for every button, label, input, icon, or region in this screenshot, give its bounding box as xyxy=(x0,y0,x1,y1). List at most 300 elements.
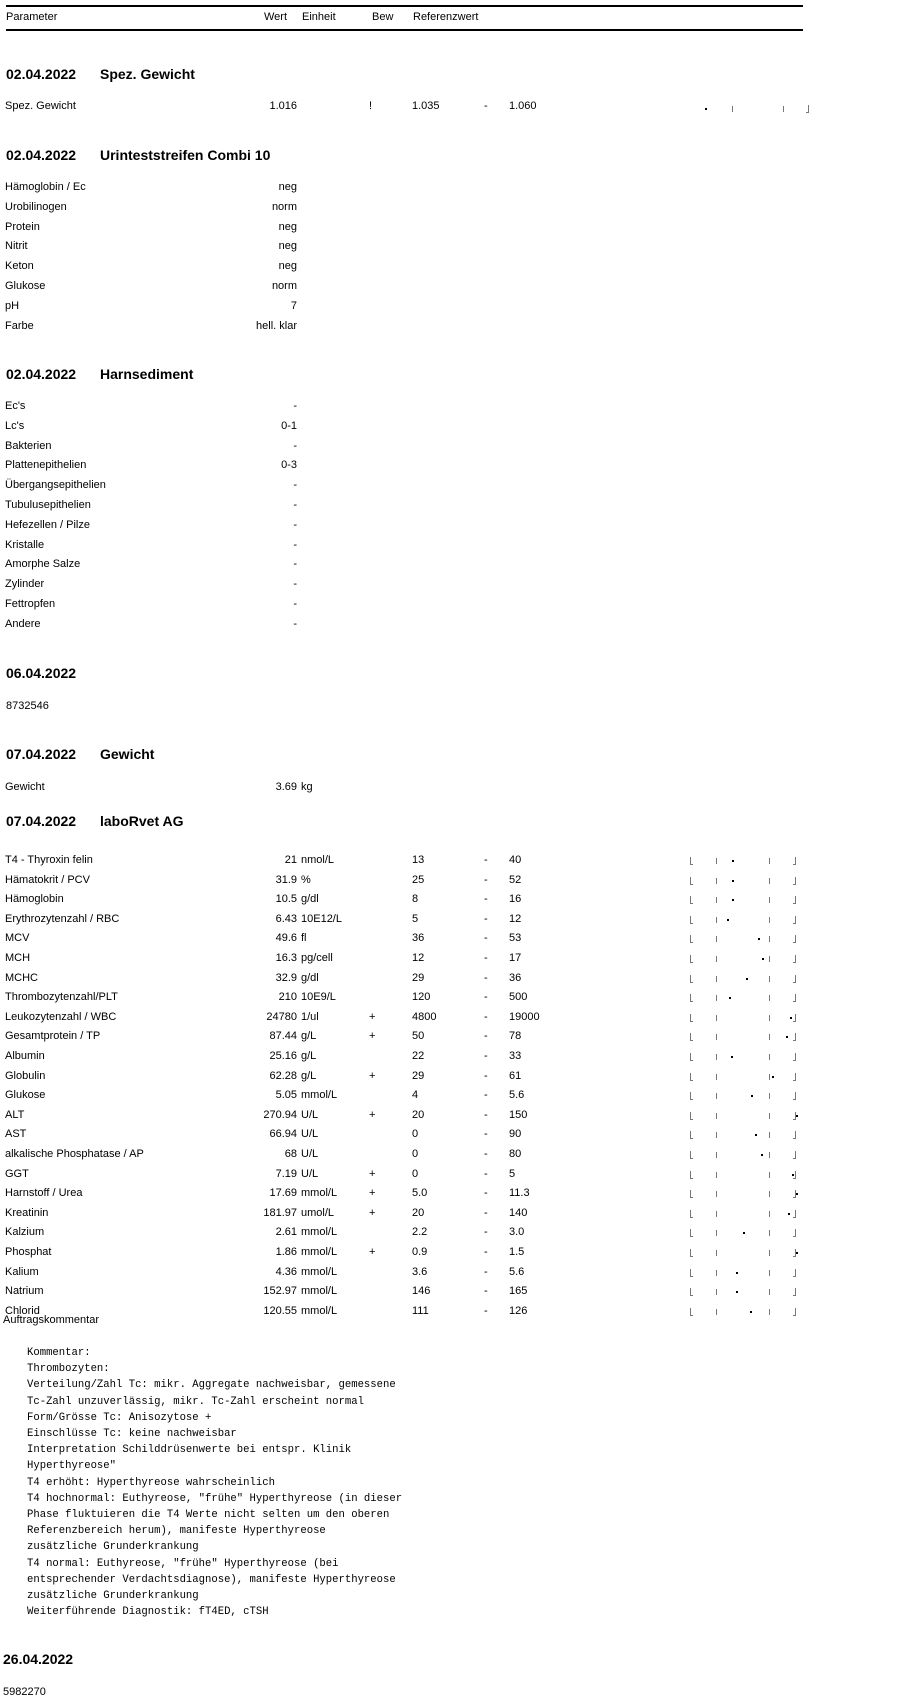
result-row xyxy=(0,300,898,316)
result-value: 2.61 xyxy=(275,1226,297,1239)
reference-high: 11.3 xyxy=(509,1187,530,1200)
result-marker-dot xyxy=(796,1115,798,1117)
parameter-name: AST xyxy=(5,1128,27,1141)
result-value: 120.55 xyxy=(263,1304,297,1317)
range-tick-high xyxy=(769,1074,770,1080)
result-row xyxy=(0,558,898,574)
kommentar-title: Auftragskommentar xyxy=(3,1314,99,1326)
result-marker-dot xyxy=(761,1154,763,1156)
reference-low: 2.2 xyxy=(412,1226,428,1239)
header-wert: Wert xyxy=(264,11,288,23)
result-value: 68 xyxy=(284,1148,297,1160)
result-value: 66.94 xyxy=(269,1128,297,1141)
reference-low: 12 xyxy=(412,952,425,964)
reference-range-graphic xyxy=(690,1013,810,1023)
section-date: 02.04.2022 xyxy=(6,147,77,163)
range-tick-high xyxy=(769,1309,770,1315)
result-row xyxy=(0,400,898,416)
result-marker-dot xyxy=(727,919,729,921)
range-tick-low xyxy=(716,1054,717,1060)
result-value: - xyxy=(293,538,297,551)
result-row xyxy=(0,320,898,336)
parameter-name: Hämoglobin xyxy=(5,893,64,906)
result-row xyxy=(0,479,898,495)
reference-range-graphic xyxy=(690,1052,810,1062)
reference-high: 17 xyxy=(509,952,522,964)
parameter-name: ALT xyxy=(5,1108,25,1121)
range-bracket-right xyxy=(795,994,797,1002)
reference-dash: - xyxy=(484,1167,488,1180)
section-gewicht-heading xyxy=(6,746,154,762)
range-tick-low xyxy=(716,1152,717,1158)
reference-dash: - xyxy=(484,1285,488,1298)
range-bracket-left xyxy=(690,1014,692,1022)
range-bracket-right xyxy=(795,1269,797,1277)
result-value: 32.9 xyxy=(275,971,297,984)
range-bracket-left xyxy=(690,994,692,1002)
parameter-name: Farbe xyxy=(5,319,34,332)
result-value: 0-3 xyxy=(281,459,297,472)
reference-range-graphic xyxy=(690,1268,810,1278)
range-tick-low xyxy=(716,1015,717,1021)
section-date: 02.04.2022 xyxy=(6,366,77,382)
reference-range-graphic xyxy=(690,1287,810,1297)
result-row xyxy=(0,618,898,634)
reference-low: 4 xyxy=(412,1089,419,1102)
result-row xyxy=(0,781,898,797)
result-row xyxy=(0,519,898,535)
range-bracket-left xyxy=(690,1171,692,1179)
range-bracket-right xyxy=(795,1131,797,1139)
parameter-name: Globulin xyxy=(5,1069,46,1082)
section-title: laboRvet AG xyxy=(100,813,184,829)
result-marker-dot xyxy=(790,1017,792,1019)
range-tick-high xyxy=(769,1015,770,1021)
result-marker-dot xyxy=(746,978,748,980)
reference-range-graphic xyxy=(690,1248,810,1258)
section-sediment-heading xyxy=(6,366,193,382)
result-row xyxy=(0,598,898,614)
reference-low: 8 xyxy=(412,893,419,906)
parameter-name: Nitrit xyxy=(5,240,28,253)
result-row xyxy=(0,459,898,475)
result-marker-dot xyxy=(762,958,764,960)
range-tick-high xyxy=(769,1211,770,1217)
section-combi-heading xyxy=(6,147,270,163)
range-tick-high xyxy=(769,1034,770,1040)
range-bracket-left xyxy=(690,935,692,943)
reference-high: 19000 xyxy=(509,1010,540,1023)
result-flag: ! xyxy=(369,100,373,112)
reference-high: 90 xyxy=(509,1128,522,1141)
result-value: 17.69 xyxy=(269,1187,297,1200)
reference-range-graphic xyxy=(690,895,810,905)
parameter-name: Natrium xyxy=(5,1285,44,1298)
result-value: 5.05 xyxy=(275,1089,297,1102)
range-tick-low xyxy=(716,1309,717,1315)
range-bracket-right xyxy=(795,916,797,924)
header-referenzwert: Referenzwert xyxy=(413,11,479,23)
result-value: 6.43 xyxy=(275,912,297,925)
range-tick-low xyxy=(716,1211,717,1217)
reference-dash: - xyxy=(484,991,488,1004)
range-tick-high xyxy=(769,1113,770,1119)
range-bracket-left xyxy=(690,955,692,963)
range-tick-low xyxy=(716,995,717,1001)
header-bew: Bew xyxy=(372,11,394,23)
reference-range-graphic xyxy=(690,993,810,1003)
section-0604-heading xyxy=(6,665,100,681)
result-value: 3.69 xyxy=(275,781,297,793)
result-marker-dot xyxy=(751,1095,753,1097)
range-bracket-left xyxy=(690,1269,692,1277)
reference-low: 0 xyxy=(412,1148,419,1160)
result-flag: + xyxy=(369,1246,376,1258)
reference-dash: - xyxy=(484,100,488,112)
range-bracket-right xyxy=(795,975,797,983)
parameter-name: Übergangsepithelien xyxy=(5,479,106,492)
parameter-name: Tubulusepithelien xyxy=(5,499,91,511)
range-bracket-left xyxy=(690,975,692,983)
result-marker-dot xyxy=(731,1056,733,1058)
range-tick-low xyxy=(716,1270,717,1276)
range-tick-low xyxy=(716,1191,717,1197)
reference-low: 36 xyxy=(412,932,425,945)
parameter-name: Bakterien xyxy=(5,439,52,452)
parameter-name: MCHC xyxy=(5,971,38,984)
section-labor-heading xyxy=(6,813,184,829)
result-value: 270.94 xyxy=(263,1108,297,1121)
result-row xyxy=(0,499,898,515)
reference-high: 53 xyxy=(509,932,522,945)
reference-dash: - xyxy=(484,1050,488,1062)
section-title: Gewicht xyxy=(100,746,155,762)
result-marker-dot xyxy=(705,108,707,110)
reference-dash: - xyxy=(484,873,488,886)
result-marker-dot xyxy=(796,1252,798,1254)
reference-high: 5 xyxy=(509,1167,516,1180)
parameter-name: MCH xyxy=(5,952,31,964)
section-date: 06.04.2022 xyxy=(6,665,77,681)
result-marker-dot xyxy=(750,1311,752,1313)
range-bracket-right xyxy=(795,857,797,865)
reference-range-graphic xyxy=(690,1091,810,1101)
range-tick-high xyxy=(769,1250,770,1256)
result-value: - xyxy=(293,499,297,511)
result-marker-dot xyxy=(758,938,760,940)
range-tick-high xyxy=(769,1132,770,1138)
range-tick-high xyxy=(769,1172,770,1178)
reference-high: 16 xyxy=(509,893,522,906)
result-value: 7 xyxy=(290,299,297,312)
reference-high: 78 xyxy=(509,1030,522,1043)
range-bracket-left xyxy=(690,877,692,885)
reference-high: 5.6 xyxy=(509,1265,525,1278)
range-bracket-right xyxy=(808,105,810,113)
header-einheit: Einheit xyxy=(302,11,336,23)
result-unit: U/L xyxy=(301,1128,319,1141)
result-unit: mmol/L xyxy=(301,1265,338,1278)
result-row xyxy=(0,420,898,436)
range-tick-low xyxy=(732,106,733,112)
parameter-name: T4 - Thyroxin felin xyxy=(5,854,93,866)
result-unit: fl xyxy=(301,932,307,945)
range-tick-high xyxy=(769,1191,770,1197)
parameter-name: Hefezellen / Pilze xyxy=(5,518,90,531)
result-value: hell. klar xyxy=(256,319,297,332)
reference-dash: - xyxy=(484,1265,488,1278)
result-value: 21 xyxy=(284,854,297,866)
result-unit: mmol/L xyxy=(301,1246,338,1258)
range-bracket-left xyxy=(690,1151,692,1159)
reference-dash: - xyxy=(484,1148,488,1160)
reference-range-graphic xyxy=(690,1170,810,1180)
range-bracket-left xyxy=(690,1092,692,1100)
result-row xyxy=(0,578,898,594)
range-tick-low xyxy=(716,1113,717,1119)
reference-high: 33 xyxy=(509,1050,522,1062)
result-row xyxy=(0,539,898,555)
range-tick-high xyxy=(769,1054,770,1060)
reference-dash: - xyxy=(484,1030,488,1043)
result-flag: + xyxy=(369,1206,376,1219)
result-flag: + xyxy=(369,1069,376,1082)
result-unit: 10E9/L xyxy=(301,991,336,1004)
section-spez-gewicht-heading xyxy=(6,66,195,82)
range-bracket-right xyxy=(795,1014,797,1022)
result-flag: + xyxy=(369,1167,376,1180)
reference-dash: - xyxy=(484,1206,488,1219)
reference-range-graphic xyxy=(690,1307,810,1317)
parameter-name: MCV xyxy=(5,932,30,945)
result-row xyxy=(0,260,898,276)
parameter-name: Spez. Gewicht xyxy=(5,100,76,112)
result-unit: mmol/L xyxy=(301,1226,338,1239)
reference-low: 120 xyxy=(412,991,431,1004)
parameter-name: Andere xyxy=(5,617,41,630)
reference-low: 5 xyxy=(412,912,419,925)
reference-low: 5.0 xyxy=(412,1187,428,1200)
result-value: 49.6 xyxy=(275,932,297,945)
range-bracket-right xyxy=(795,877,797,885)
reference-low: 0 xyxy=(412,1167,419,1180)
range-bracket-right xyxy=(795,1308,797,1316)
range-tick-low xyxy=(716,897,717,903)
range-bracket-left xyxy=(690,916,692,924)
reference-dash: - xyxy=(484,1226,488,1239)
result-value: 1.016 xyxy=(269,100,297,112)
range-tick-low xyxy=(716,1034,717,1040)
result-flag: + xyxy=(369,1030,376,1043)
range-bracket-left xyxy=(690,1053,692,1061)
result-unit: mmol/L xyxy=(301,1304,338,1317)
result-value: neg xyxy=(278,240,297,253)
section-title: Harnsediment xyxy=(100,366,194,382)
result-value: - xyxy=(293,518,297,531)
parameter-name: Amorphe Salze xyxy=(5,558,81,571)
range-bracket-right xyxy=(795,1092,797,1100)
reference-high: 1.060 xyxy=(509,100,537,112)
section-title: Urinteststreifen Combi 10 xyxy=(100,147,271,163)
reference-low: 20 xyxy=(412,1108,425,1121)
range-tick-high xyxy=(769,1230,770,1236)
result-marker-dot xyxy=(732,899,734,901)
reference-dash: - xyxy=(484,1108,488,1121)
result-marker-dot xyxy=(736,1291,738,1293)
range-tick-low xyxy=(716,1172,717,1178)
reference-high: 36 xyxy=(509,971,522,984)
result-unit: % xyxy=(301,873,311,886)
range-bracket-right xyxy=(795,955,797,963)
result-flag: + xyxy=(369,1187,376,1200)
reference-range-graphic xyxy=(690,1189,810,1199)
range-tick-low xyxy=(716,1093,717,1099)
range-tick-high xyxy=(769,1289,770,1295)
range-tick-high xyxy=(769,976,770,982)
range-tick-low xyxy=(716,917,717,923)
range-bracket-left xyxy=(690,1308,692,1316)
section-2604-text: 5982270 xyxy=(3,1686,46,1698)
result-unit: mmol/L xyxy=(301,1089,338,1102)
reference-low: 1.035 xyxy=(412,100,440,112)
result-value: 31.9 xyxy=(275,873,297,886)
reference-high: 12 xyxy=(509,912,522,925)
result-unit: umol/L xyxy=(301,1206,335,1219)
reference-low: 146 xyxy=(412,1285,431,1298)
reference-low: 4800 xyxy=(412,1010,437,1023)
reference-range-graphic xyxy=(690,1228,810,1238)
parameter-name: Hämoglobin / Ec xyxy=(5,181,86,193)
reference-low: 29 xyxy=(412,971,425,984)
reference-dash: - xyxy=(484,1128,488,1141)
range-bracket-left xyxy=(690,1249,692,1257)
reference-high: 5.6 xyxy=(509,1089,525,1102)
reference-range-graphic xyxy=(690,104,810,114)
result-unit: g/L xyxy=(301,1069,317,1082)
parameter-name: Gesamtprotein / TP xyxy=(5,1030,101,1043)
result-unit: kg xyxy=(301,781,313,793)
header-bottom-rule xyxy=(6,29,803,31)
reference-high: 3.0 xyxy=(509,1226,525,1239)
reference-high: 150 xyxy=(509,1108,528,1121)
range-bracket-right xyxy=(795,1073,797,1081)
reference-range-graphic xyxy=(690,856,810,866)
result-value: 87.44 xyxy=(269,1030,297,1043)
reference-high: 500 xyxy=(509,991,528,1004)
reference-range-graphic xyxy=(690,934,810,944)
parameter-name: Glukose xyxy=(5,280,46,292)
range-tick-high xyxy=(769,936,770,942)
reference-low: 13 xyxy=(412,854,425,866)
reference-range-graphic xyxy=(690,1072,810,1082)
result-marker-dot xyxy=(732,880,734,882)
result-marker-dot xyxy=(772,1076,774,1078)
result-value: 7.19 xyxy=(275,1167,297,1180)
result-marker-dot xyxy=(743,1232,745,1234)
range-bracket-left xyxy=(690,1033,692,1041)
result-flag: + xyxy=(369,1108,376,1121)
parameter-name: Harnstoff / Urea xyxy=(5,1187,83,1200)
reference-dash: - xyxy=(484,1304,488,1317)
reference-dash: - xyxy=(484,971,488,984)
reference-range-graphic xyxy=(690,1032,810,1042)
reference-low: 25 xyxy=(412,873,425,886)
reference-dash: - xyxy=(484,854,488,866)
reference-low: 50 xyxy=(412,1030,425,1043)
parameter-name: Ec's xyxy=(5,400,26,412)
range-bracket-left xyxy=(690,1112,692,1120)
result-unit: 1/ul xyxy=(301,1010,319,1023)
range-tick-high xyxy=(769,1152,770,1158)
result-value: - xyxy=(293,479,297,492)
range-bracket-right xyxy=(795,1171,797,1179)
parameter-name: Protein xyxy=(5,220,40,233)
result-value: 0-1 xyxy=(281,419,297,432)
reference-dash: - xyxy=(484,1010,488,1023)
parameter-name: pH xyxy=(5,299,20,312)
section-0604-text: 8732546 xyxy=(6,700,49,712)
parameter-name: Hämatokrit / PCV xyxy=(5,873,90,886)
result-value: - xyxy=(293,617,297,630)
range-tick-low xyxy=(716,1074,717,1080)
header-parameter: Parameter xyxy=(6,11,58,23)
parameter-name: Lc's xyxy=(5,419,25,432)
parameter-name: Erythrozytenzahl / RBC xyxy=(5,912,120,925)
range-bracket-left xyxy=(690,1190,692,1198)
result-unit: U/L xyxy=(301,1108,319,1121)
range-tick-high xyxy=(769,956,770,962)
parameter-name: Kalzium xyxy=(5,1226,45,1239)
result-unit: g/L xyxy=(301,1050,317,1062)
result-value: norm xyxy=(271,280,297,292)
range-tick-low xyxy=(716,1132,717,1138)
result-value: - xyxy=(293,400,297,412)
section-date: 26.04.2022 xyxy=(3,1651,74,1667)
result-value: 62.28 xyxy=(269,1069,297,1082)
result-row xyxy=(0,181,898,197)
reference-range-graphic xyxy=(690,915,810,925)
result-value: - xyxy=(293,578,297,591)
result-unit: mmol/L xyxy=(301,1187,338,1200)
result-row xyxy=(0,221,898,237)
range-tick-low xyxy=(716,956,717,962)
result-row xyxy=(0,240,898,256)
range-tick-low xyxy=(716,976,717,982)
range-tick-high xyxy=(783,106,784,112)
section-date: 07.04.2022 xyxy=(6,746,77,762)
result-value: 24780 xyxy=(266,1010,297,1023)
range-tick-high xyxy=(769,878,770,884)
range-bracket-left xyxy=(690,896,692,904)
section-date: 07.04.2022 xyxy=(6,813,77,829)
reference-high: 126 xyxy=(509,1304,528,1317)
reference-high: 140 xyxy=(509,1206,528,1219)
reference-range-graphic xyxy=(690,1150,810,1160)
reference-dash: - xyxy=(484,1187,488,1200)
reference-dash: - xyxy=(484,912,488,925)
result-unit: nmol/L xyxy=(301,854,335,866)
result-value: - xyxy=(293,598,297,610)
parameter-name: Urobilinogen xyxy=(5,200,67,213)
range-bracket-left xyxy=(690,1210,692,1218)
reference-dash: - xyxy=(484,893,488,906)
reference-dash: - xyxy=(484,1069,488,1082)
result-unit: mmol/L xyxy=(301,1285,338,1298)
result-value: neg xyxy=(278,220,297,233)
range-tick-high xyxy=(769,917,770,923)
range-bracket-right xyxy=(795,935,797,943)
result-marker-dot xyxy=(792,1174,794,1176)
